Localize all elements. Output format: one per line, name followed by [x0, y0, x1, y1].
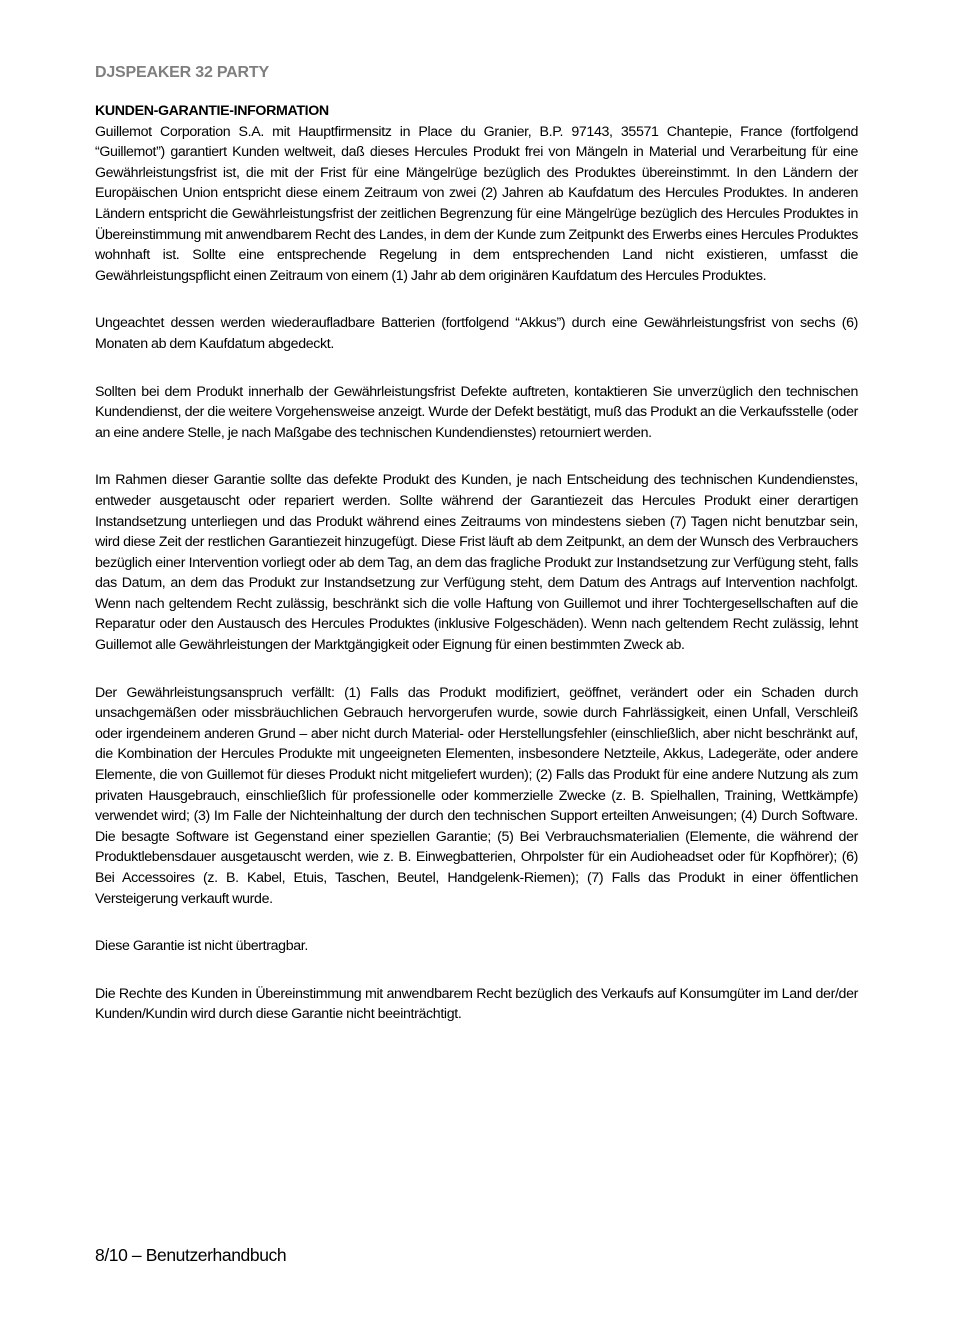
- paragraph-consumer-rights: Die Rechte des Kunden in Übereinstimmung mit anwendbarem Recht bezüglich des Verkaufs auf Konsumgüter im Land der/der Kunden/Kundin wird durch diese Garantie nicht beeinträchtigt.: [95, 985, 858, 1023]
- document-header-title: DJSPEAKER 32 PARTY: [95, 64, 269, 81]
- paragraph-batteries: Ungeachtet dessen werden wiederaufladbare Batterien (fortfolgend “Akkus”) durch eine Gewährleistungsfrist von sechs (6) Monaten ab dem Kaufdatum abgedeckt.: [95, 315, 858, 352]
- warranty-section: [95, 101, 858, 1052]
- paragraph-repair-replacement: Im Rahmen dieser Garantie sollte das defekte Produkt des Kunden, je nach Entscheidung des technischen Kundendienstes, entweder ausgetauscht oder repariert werden. Sollte während der Garantiezeit das Hercules Produkt einer derartigen Instandsetzung unterliegen und das Produkt während eines Zeitraums von mindestens sieben (7) Tagen nicht benutzbar sein, wird diese Zeit der restlichen Garantiezeit hinzugefügt. Diese Frist läuft ab dem Zeitpunkt, an dem der Wunsch des Verbrauchers bezüglich einer Intervention vorliegt oder ab dem Tag, an dem das fragliche Produkt zur Instandsetzung zur Verfügung steht, falls das Datum, an dem das Produkt zur Instandsetzung zur Verfügung steht, dem Datum des Antrags auf Intervention nachfolgt. Wenn nach geltendem Recht zulässig, beschränkt sich die volle Haftung von Guillemot und ihrer Tochtergesellschaften auf die Reparatur oder den Austausch des Hercules Produktes (inklusive Folgeschäden). Wenn nach geltendem Recht zulässig, lehnt Guillemot alle Gewährleistungen der Marktgängigkeit oder Eignung für einen bestimmten Zweck ab.: [95, 472, 858, 654]
- paragraph-defects-procedure: Sollten bei dem Produkt innerhalb der Gewährleistungsfrist Defekte auftreten, kontaktieren Sie unverzüglich den technischen Kundendienst, der die weitere Vorgehensweise anzeigt. Wurde der Defekt bestätigt, muß das Produkt an die Verkaufsstelle (oder an eine andere Stelle, je nach Maßgabe des technischen Kundendienstes) retourniert werden.: [95, 383, 858, 441]
- section-title: KUNDEN-GARANTIE-INFORMATION: [95, 103, 329, 119]
- paragraph-warranty-scope: Guillemot Corporation S.A. mit Hauptfirmensitz in Place du Granier, B.P. 97143, 35571 Chantepie, France (fortfolgend “Guillemot”) garantiert Kunden weltweit, daß dieses Hercules Produkt frei von Mängeln in Material und Verarbeitung für eine Gewährleistungsfrist ist, die mit der Frist für eine Mängelrüge bezüglich des Produktes übereinstimmt. In den Ländern der Europäischen Union entspricht diese einem Zeitraum von zwei (2) Jahren ab Kaufdatum des Hercules Produktes. In anderen Ländern entspricht die Gewährleistungsfrist der zeitlichen Begrenzung für eine Mängelrüge bezüglich des Hercules Produktes in Übereinstimmung mit anwendbarem Recht des Landes, in dem der Kunde zum Zeitpunkt des Erwerbs eines Hercules Produktes wohnhaft ist. Sollte eine entsprechende Regelung in dem entsprechenden Land nicht existieren, umfasst die Gewährleistungspflicht einen Zeitraum von einem (1) Jahr ab dem originären Kaufdatum des Hercules Produktes.: [95, 123, 858, 284]
- page-footer: 8/10 – Benutzerhandbuch: [95, 1245, 287, 1265]
- paragraph-non-transferable: Diese Garantie ist nicht übertragbar.: [95, 938, 308, 955]
- paragraph-warranty-exclusions: Der Gewährleistungsanspruch verfällt: (1) Falls das Produkt modifiziert, geöffnet, verändert oder ein Schaden durch unsachgemäßen oder missbräuchlichen Gebrauch hervorgerufen wurde, sowie durch Fahrlässigkeit, einen Unfall, Verschleiß oder irgendeinem anderen Grund – aber nicht durch Material- oder Herstellungsfehler (einschließlich, aber nicht beschränkt auf, die Kombination der Hercules Produkte mit ungeeigneten Elementen, insbesondere Netzteile, Akkus, Ladegeräte, oder andere Elemente, die von Guillemot für dieses Produkt nicht mitgeliefert wurden); (2) Falls das Produkt für eine andere Nutzung als zum privaten Hausgebrauch, einschließlich für professionelle oder kommerzielle Zwecke (z. B. Spielhallen, Training, Wettkämpfe) verwendet wird; (3) Im Falle der Nichteinhaltung der durch den technischen Support erteilten Anweisungen; (4) Durch Software. Die besagte Software ist Gegenstand einer speziellen Garantie; (5) Bei Verbrauchsmaterialien (Elemente, die während der Produktlebensdauer ausgetauscht werden, wie z. B. Einwegbatterien, Ohrpolster für ein Audioheadset oder für Kopfhörer); (6) Bei Accessoires (z. B. Kabel, Etuis, Taschen, Beutel, Handgelenk-Riemen); (7) Falls das Produkt in einer öffentlichen Versteigerung verkauft wurde.: [95, 684, 858, 907]
